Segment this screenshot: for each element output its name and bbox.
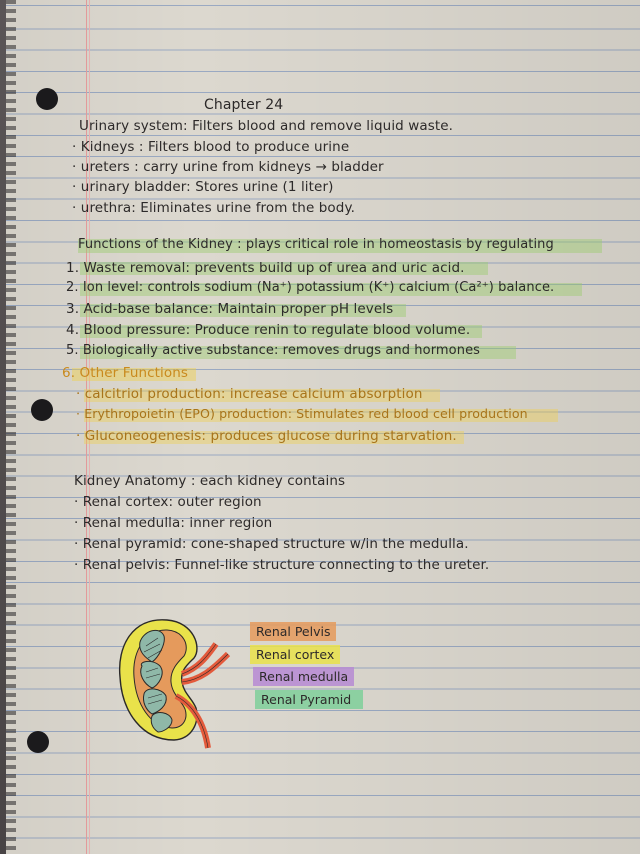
page-title: Chapter 24 [204, 97, 284, 113]
kidney-diagram [112, 612, 237, 752]
legend-renal-medulla [253, 667, 354, 686]
other-function-item: · calcitriol production: increase calcium absorption [76, 386, 423, 402]
list-item: · Kidneys : Filters blood to produce urine [72, 139, 350, 155]
anatomy-item: · Renal cortex: outer region [74, 494, 262, 510]
kidney-anatomy-heading: Kidney Anatomy : each kidney contains [74, 473, 346, 489]
legend-label: Renal Pelvis [256, 624, 331, 639]
other-functions-heading: 6. Other Functions [62, 365, 189, 381]
other-function-item: · Erythropoietin (EPO) production: Stimulates red blood cell production [76, 406, 528, 421]
legend-renal-pyramid [255, 690, 363, 709]
urinary-system-heading: Urinary system: Filters blood and remove liquid waste. [79, 118, 454, 134]
list-item: · urinary bladder: Stores urine (1 liter) [72, 179, 334, 195]
punch-hole-middle [31, 399, 53, 421]
anatomy-item: · Renal medulla: inner region [74, 515, 273, 531]
punch-hole-bottom [27, 731, 49, 753]
other-function-item: · Gluconeogenesis: produces glucose during starvation. [76, 428, 457, 444]
legend-label: Renal medulla [259, 669, 349, 684]
anatomy-item: · Renal pyramid: cone-shaped structure w/in the medulla. [74, 536, 469, 552]
legend-label: Renal cortex [256, 647, 335, 662]
functions-heading: Functions of the Kidney : plays critical role in homeostasis by regulating [78, 237, 554, 252]
legend-label: Renal Pyramid [261, 692, 352, 707]
punch-hole-top [36, 88, 58, 110]
function-item: 4. Blood pressure: Produce renin to regulate blood volume. [66, 322, 471, 338]
function-item: 3. Acid-base balance: Maintain proper pH levels [66, 301, 394, 317]
function-item: 5. Biologically active substance: removes drugs and hormones [66, 343, 481, 358]
anatomy-item: · Renal pelvis: Funnel-like structure connecting to the ureter. [74, 557, 490, 573]
function-item: 1. Waste removal: prevents build up of urea and uric acid. [66, 260, 465, 276]
function-item: 2. Ion level: controls sodium (Na⁺) potassium (K⁺) calcium (Ca²⁺) balance. [66, 280, 555, 295]
legend-renal-pelvis [250, 622, 336, 641]
list-item: · urethra: Eliminates urine from the body. [72, 200, 356, 216]
notebook-spiral-edge [6, 0, 16, 854]
list-item: · ureters : carry urine from kidneys → bladder [72, 159, 384, 175]
legend-renal-cortex [250, 645, 340, 664]
